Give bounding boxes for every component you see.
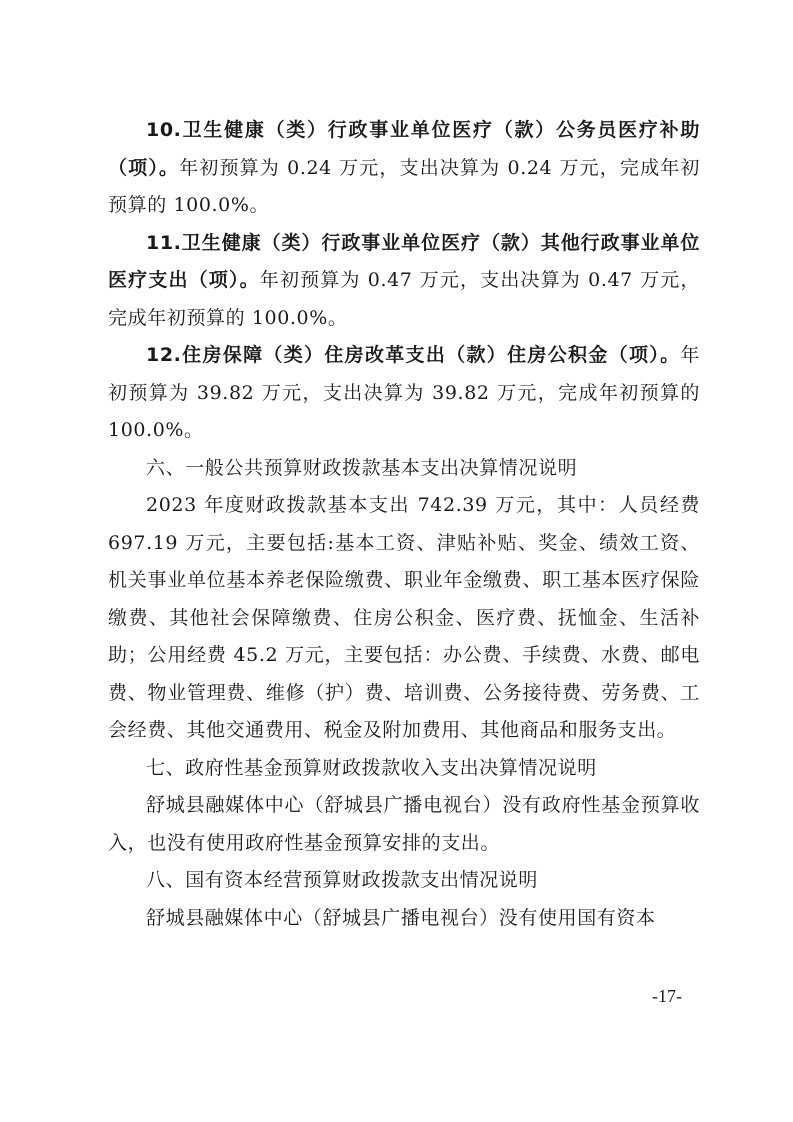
budget-item-12-heading: 12.住房保障（类）住房改革支出（款）住房公积金（项）。: [146, 344, 681, 366]
section-7-body: 舒城县融媒体中心（舒城县广播电视台）没有政府性基金预算收入，也没有使用政府性基金预算安排的支出。: [108, 794, 700, 854]
section-8-body: 舒城县融媒体中心（舒城县广播电视台）没有使用国有资本: [146, 906, 656, 929]
section-6-heading: 六、一般公共预算财政拨款基本支出决算情况说明: [146, 456, 578, 479]
budget-item-12-text: 年初预算为 39.82 万元，支出决算为 39.82 万元，完成年初预算的 100.0%。: [108, 344, 700, 441]
budget-item-10-heading: 10.卫生健康（类）行政事业单位医疗（款）公务员医疗补助（项）。: [108, 119, 700, 179]
budget-item-11-heading: 11.卫生健康（类）行政事业单位医疗（款）其他行政事业单位医疗支出（项）。: [108, 231, 700, 291]
budget-item-12: [108, 337, 700, 450]
budget-item-11-text: 年初预算为 0.47 万元，支出决算为 0.47 万元，完成年初预算的 100.0%。: [108, 269, 700, 329]
page-number: -17-: [652, 986, 682, 1006]
budget-item-10-text: 年初预算为 0.24 万元，支出决算为 0.24 万元，完成年初预算的 100.0%。: [108, 156, 701, 216]
budget-item-11: [108, 225, 700, 338]
budget-item-10: [108, 112, 700, 225]
section-8-heading: 八、国有资本经营预算财政拨款支出情况说明: [146, 869, 539, 891]
document-body: [108, 112, 700, 937]
section-6-body: 2023 年度财政拨款基本支出 742.39 万元，其中：人员经费 697.19 万元，主要包括:基本工资、津贴补贴、奖金、绩效工资、机关事业单位基本养老保险缴费、职业年金缴费、职工基本医疗保险缴费、其他社会保障缴费、住房公积金、医疗费、抚恤金、生活补助；公用经费 45.2 万元，主要包括：办公费、手续费、水费、邮电费、物业管理费、维修（护）费、培训费、公务接待费、劳务费、工会经费、其他交通费用、税金及附加费用、其他商品和服务支出。: [108, 494, 700, 741]
section-7-heading: 七、政府性基金预算财政拨款收入支出决算情况说明: [146, 756, 597, 779]
